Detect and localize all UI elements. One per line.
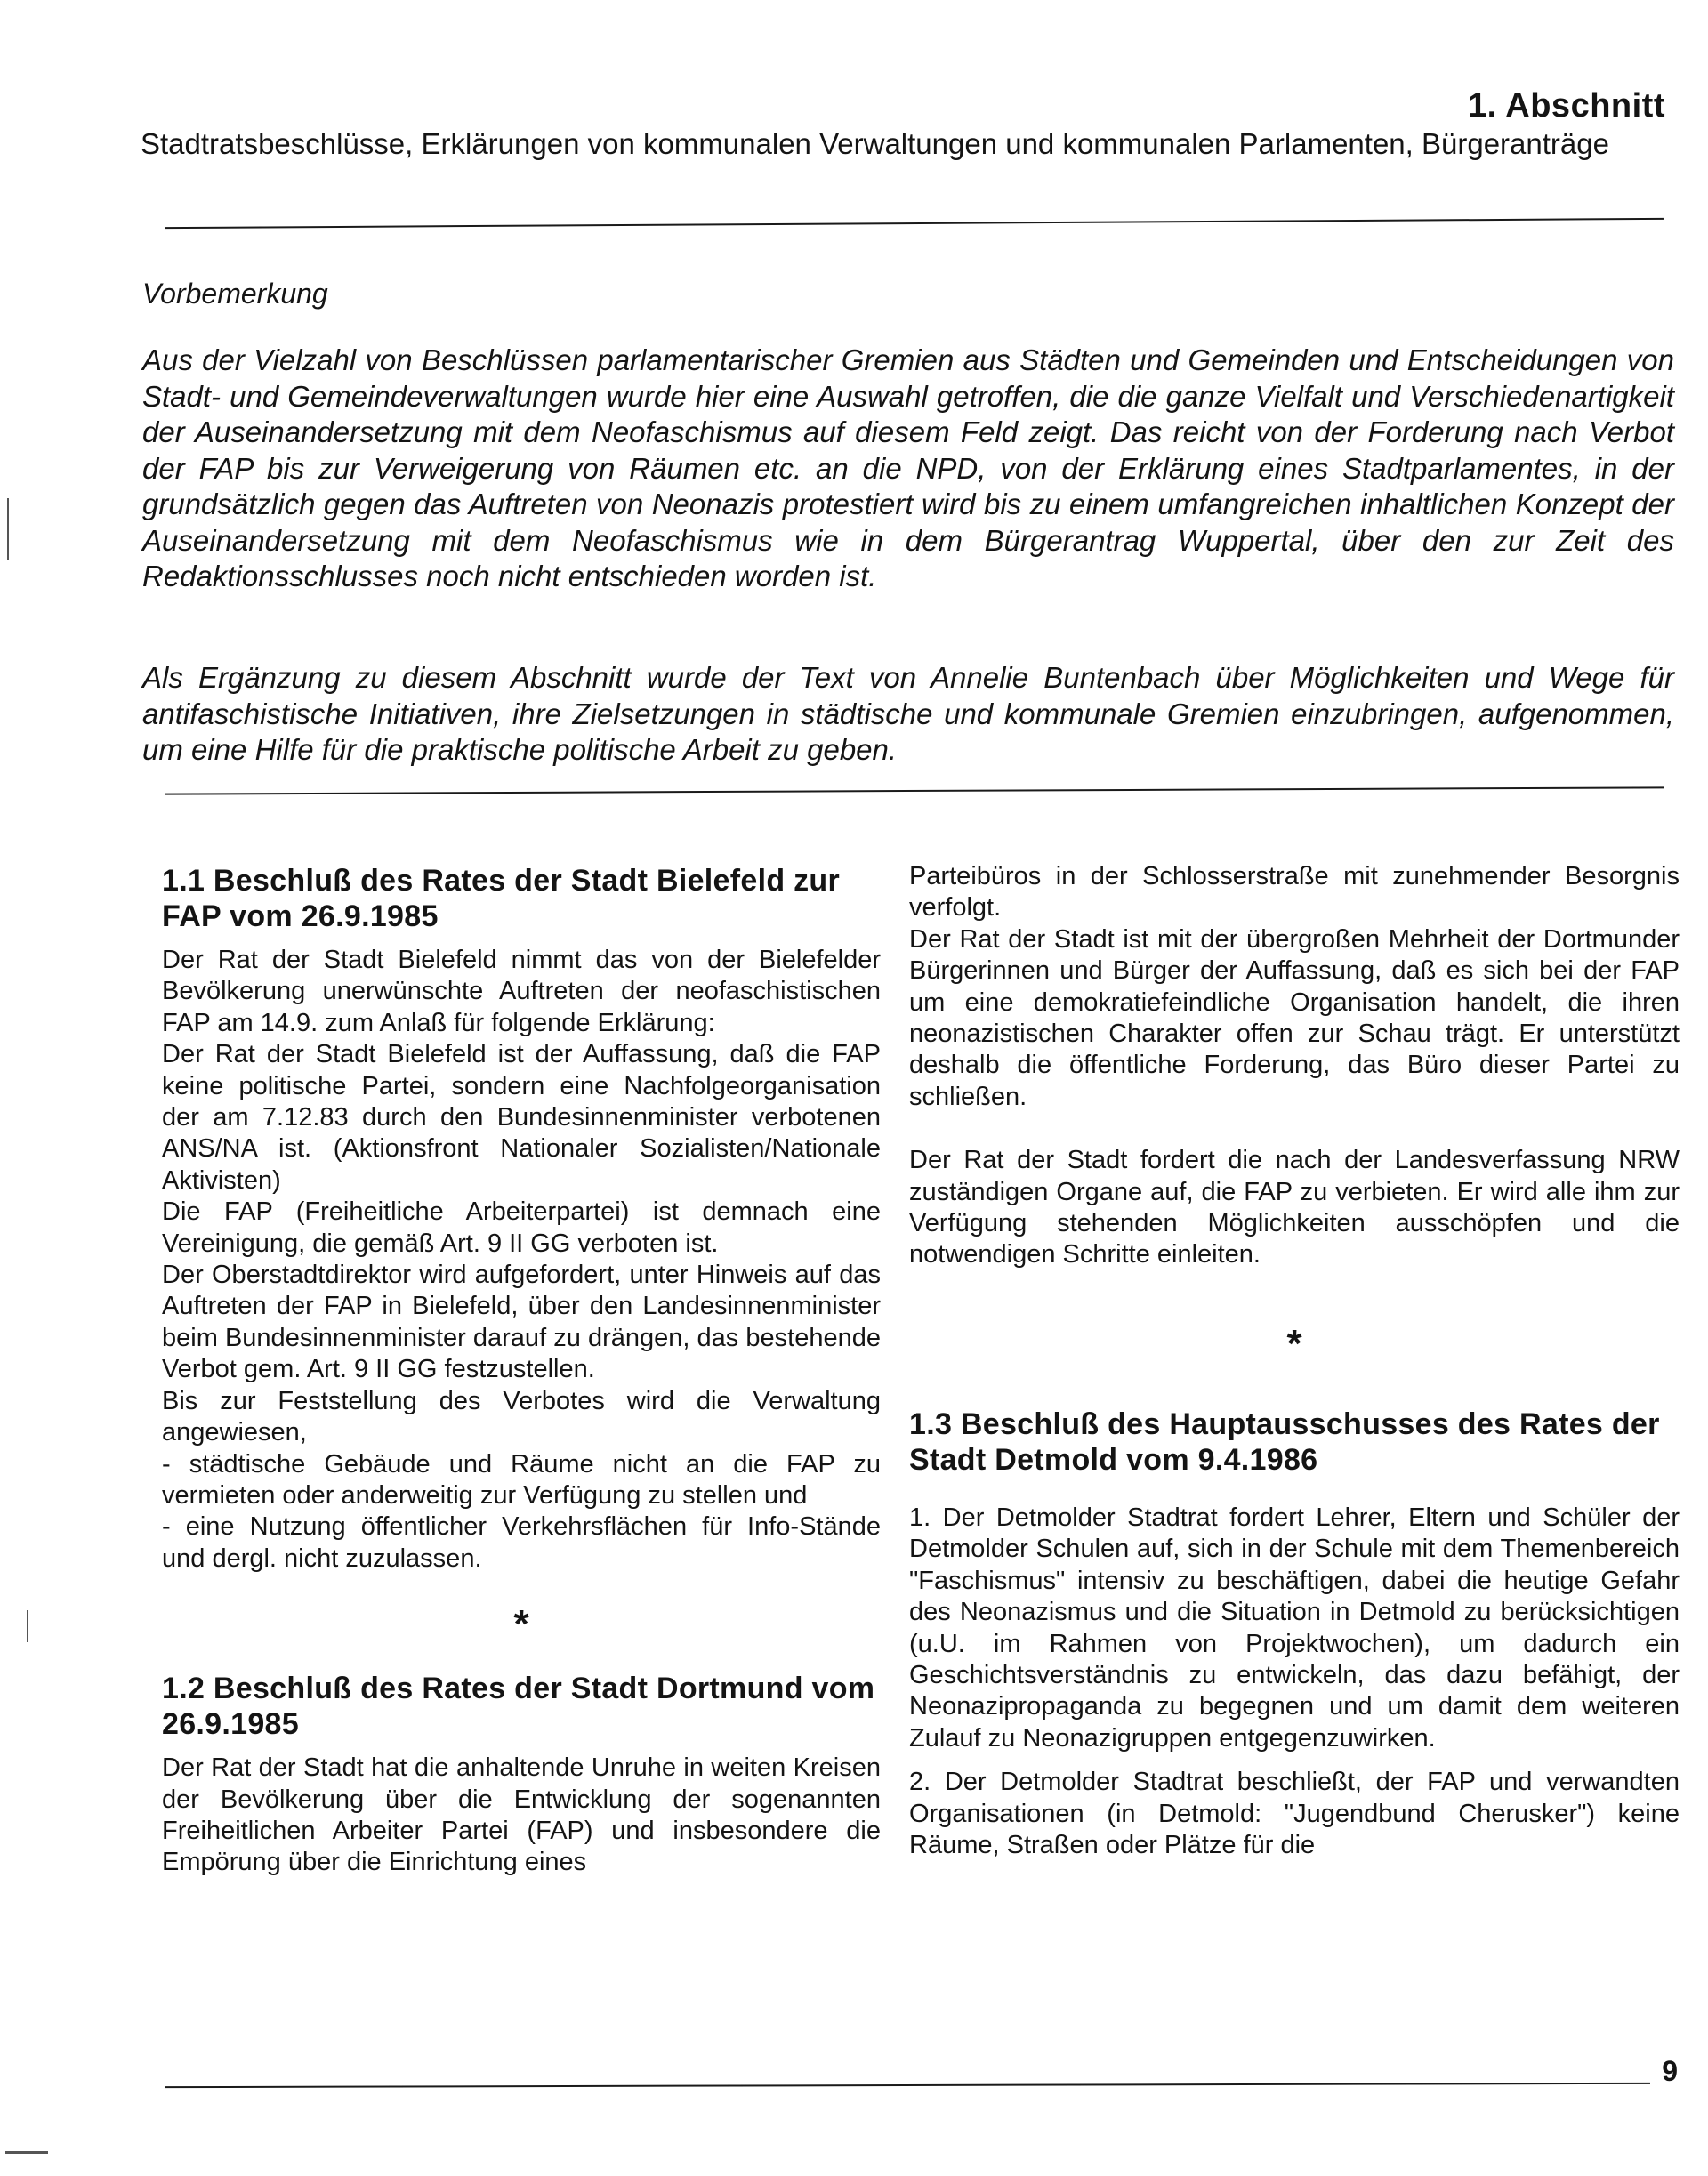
article-1-line-6: - städtische Gebäude und Räume nicht an die FAP zu vermieten oder anderweitig zur Verfügung zu stellen und xyxy=(162,1449,881,1510)
article-3-paragraph-2: 2. Der Detmolder Stadtrat beschließt, der FAP und verwandten Organisationen (in Detmold: "Jugendbund Cherusker") keine Räume, Straßen oder Plätze für die xyxy=(909,1768,1680,1859)
separator-star-1: * xyxy=(513,1602,529,1647)
paragraph-gap xyxy=(909,1113,1680,1145)
intro-paragraph-2: Als Ergänzung zu diesem Abschnitt wurde der Text von Annelie Buntenbach über Möglichkeiten und Wege für antifaschistische Initiativen, ihre Zielsetzungen in städtische und kommunale Gremien einzubringen, aufgenommen, um eine Hilfe für die praktische politische Arbeit zu geben. xyxy=(142,661,1674,766)
paragraph-gap xyxy=(909,1754,1680,1767)
scan-margin-mark xyxy=(27,1610,28,1642)
article-1-line-2: Der Rat der Stadt Bielefeld ist der Auffassung, daß die FAP keine politische Partei, sondern eine Nachfolgeorganisation der am 7.12.83 durch den Bundesinnenminister verbotenen ANS/NA ist. (Aktionsfront Nationaler Sozialisten/Nationale Aktivisten) xyxy=(162,1040,881,1195)
article-2-heading: 1.2 Beschluß des Rates der Stadt Dortmund vom 26.9.1985 xyxy=(162,1672,875,1742)
separator-star-2: * xyxy=(1286,1321,1302,1366)
intro-paragraph-1: Aus der Vielzahl von Beschlüssen parlamentarischer Gremien aus Städten und Gemeinden und Entscheidungen von Stadt- und Gemeindeverwaltungen wurde hier eine Auswahl getroffen, die die ganze Vielfalt und Verschiedenartigkeit der Auseinandersetzung mit dem Neofaschismus auf diesem Feld zeigt. Das reicht von der Forderung nach Verbot der FAP bis zur Verweigerung von Räumen etc. an die NPD, von der Erklärung eines Stadtparlamentes, in der grundsätzlich gegen das Auftreten von Neonazis protestiert wird bis zu einem umfangreichen inhaltlichen Konzept der Auseinandersetzung mit dem Neofaschismus wie in dem Bürgerantrag Wuppertal, über den zur Zeit des Redaktionsschlusses noch nicht entschieden worden ist. xyxy=(142,343,1674,592)
section-title: Stadtratsbeschlüsse, Erklärungen von kommunalen Verwaltungen und kommunalen Parlamenten, Bürgeranträge xyxy=(141,127,1609,160)
section-label: 1. Abschnitt xyxy=(1467,87,1665,125)
article-3-paragraph-1: 1. Der Detmolder Stadtrat fordert Lehrer, Eltern und Schüler der Detmolder Schulen auf, sich in der Schule mit dem Themenbereich "Faschismus" intensiv zu beschäftigen, dabei die heutige Gefahr des Neonazismus und die Situation in Detmold zu berücksichtigen (u.U. im Rahmen von Projektwochen), um dadurch ein Geschichtsverständnis zu entwickeln, das dazu befähigt, der Neonazipropaganda zu begegnen und um damit dem weiteren Zulauf zu Neonazigruppen entgegenzuwirken. xyxy=(909,1503,1680,1753)
article-1-line-7: - eine Nutzung öffentlicher Verkehrsflächen für Info-Stände und dergl. nicht zuzulassen. xyxy=(162,1512,881,1573)
article-2-paragraph-3: Der Rat der Stadt fordert die nach der Landesverfassung NRW zuständigen Organe auf, die FAP zu verbieten. Er wird alle ihm zur Verfügung stehenden Möglichkeiten ausschöpfen und die notwendigen Schritte einleiten. xyxy=(909,1146,1680,1269)
article-1-line-4: Der Oberstadtdirektor wird aufgefordert, unter Hinweis auf das Auftreten der FAP in Bielefeld, über den Landesinnenminister beim Bundesinnenminister darauf zu drängen, das bestehende Verbot gem. Art. 9 II GG festzustellen. xyxy=(162,1261,881,1384)
header-rule xyxy=(165,218,1664,229)
left-column xyxy=(162,863,881,1879)
article-2-paragraph-2: Der Rat der Stadt ist mit der übergroßen Mehrheit der Dortmunder Bürgerinnen und Bürger der Auffassung, daß es sich bei der FAP um eine demokratiefeindliche Organisation handelt, die ihren neonazistischen Charakter offen zur Schau trägt. Er unterstützt deshalb die öffentliche Forderung, das Büro dieser Partei zu schließen. xyxy=(909,924,1680,1111)
scan-margin-mark xyxy=(7,498,9,560)
intro-rule xyxy=(165,786,1664,794)
article-1-line-3: Die FAP (Freiheitliche Arbeiterpartei) ist demnach eine Vereinigung, die gemäß Art. 9 II GG verboten ist. xyxy=(162,1197,881,1258)
article-1-line-5: Bis zur Feststellung des Verbotes wird die Verwaltung angewiesen, xyxy=(162,1386,881,1447)
article-1-heading: 1.1 Beschluß des Rates der Stadt Bielefeld zur FAP vom 26.9.1985 xyxy=(162,864,841,933)
page-number: 9 xyxy=(1662,2055,1678,2087)
article-2-paragraph-1-end: Parteibüros in der Schlosserstraße mit zunehmender Besorgnis verfolgt. xyxy=(909,862,1680,923)
footer-rule xyxy=(165,2083,1650,2088)
article-2-paragraph-1-start: Der Rat der Stadt hat die anhaltende Unruhe in weiten Kreisen der Bevölkerung über die Entwicklung der sogenannten Freiheitlichen Arbeiter Partei (FAP) und insbesondere die Empörung über die Einrichtung eines xyxy=(162,1753,881,1877)
article-1-line-1: Der Rat der Stadt Bielefeld nimmt das von der Bielefelder Bevölkerung unerwünschte Auftreten der neofaschistischen FAP am 14.9. zum Anlaß für folgende Erklärung: xyxy=(162,946,881,1037)
scan-margin-mark xyxy=(5,2151,48,2154)
intro-heading: Vorbemerkung xyxy=(142,278,328,310)
article-3-heading: 1.3 Beschluß des Hauptausschusses des Rates der Stadt Detmold vom 9.4.1986 xyxy=(909,1406,1660,1477)
right-column xyxy=(909,861,1680,1861)
